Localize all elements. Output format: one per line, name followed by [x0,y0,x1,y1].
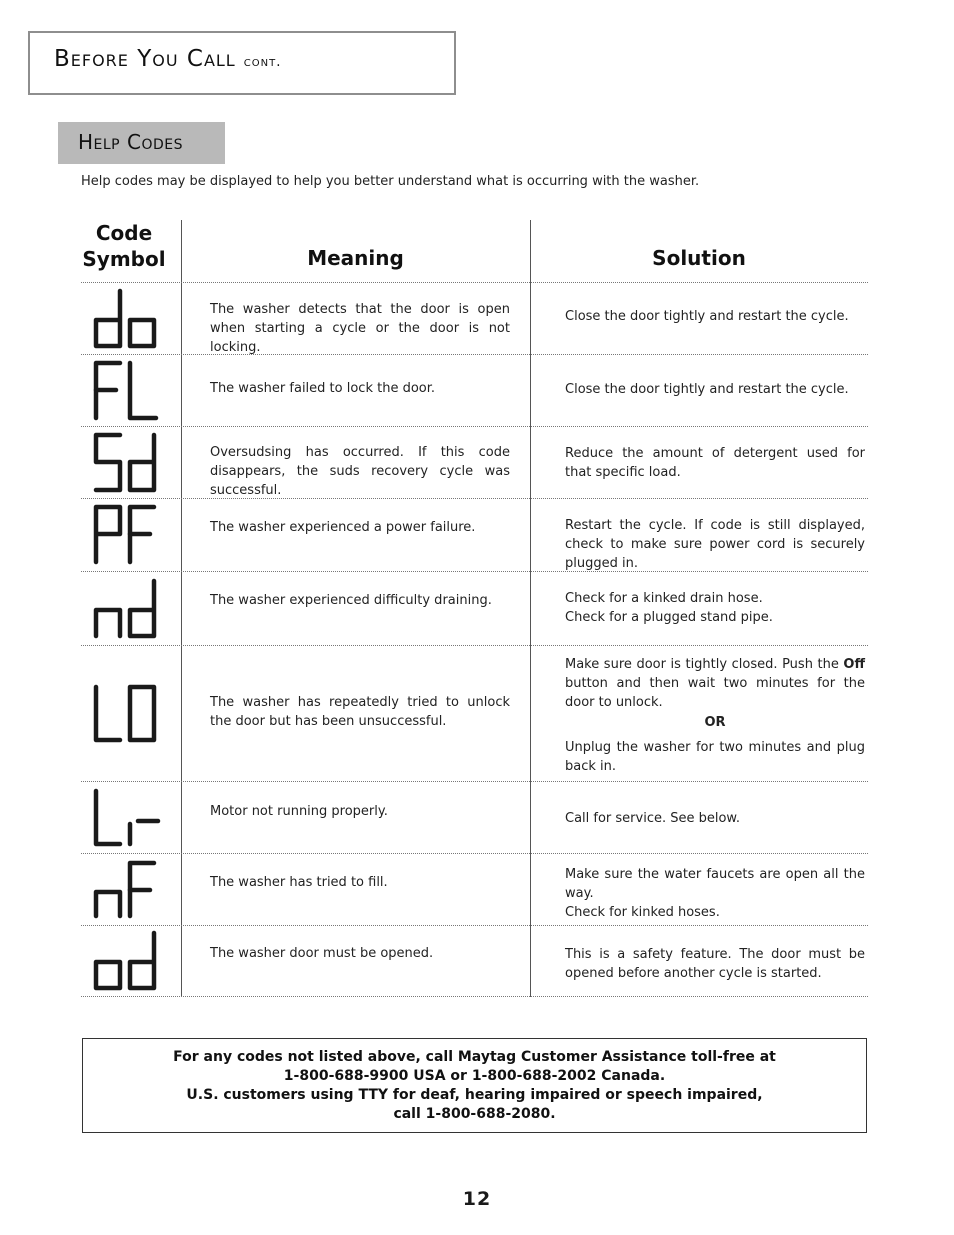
page-number: 12 [462,1188,492,1210]
page-title-box [28,31,456,95]
row-divider [81,282,868,283]
col-header-code-line1: Code [95,221,153,245]
solution-sd: Reduce the amount of detergent used for that specific load. [565,446,865,480]
section-heading: Help Codes [78,130,183,154]
solution-nd-line2: Check for a plugged stand pipe. [565,610,773,625]
row-divider [81,426,868,427]
meaning-od: The washer door must be opened. [210,946,434,961]
solution-do: Close the door tightly and restart the cycle. [565,309,849,324]
solution-lo-pre: Make sure door is tightly closed. Push the [565,657,844,672]
solution-lr: Call for service. See below. [565,811,741,826]
code-symbol-lr-icon [90,788,162,850]
solution-nd [565,589,865,627]
solution-od: This is a safety feature. The door must be opened before another cycle is started. [565,947,865,981]
solution-nf [565,865,865,922]
assistance-phone-line: 1-800-688-9900 USA or 1-800-688-2002 Canada. [283,1067,666,1084]
solution-pf: Restart the cycle. If code is still displayed, check to make sure power cord is securely plugged in. [565,518,865,571]
code-symbol-lo-icon [90,684,162,746]
meaning-pf: The washer experienced a power failure. [210,520,476,535]
code-symbol-do-icon [90,288,162,350]
meaning-lr: Motor not running properly. [210,804,388,819]
page-title-cont: cont. [243,54,282,70]
section-heading-box [58,122,225,164]
code-symbol-od-icon [90,930,162,992]
customer-assistance-box [82,1038,867,1133]
col-header-code [81,220,167,272]
col-header-solution: Solution [652,246,746,270]
row-divider [81,853,868,854]
col-header-meaning: Meaning [307,246,404,270]
assistance-line-1: For any codes not listed above, call Maytag Customer Assistance toll-free at [173,1048,776,1065]
row-divider [81,645,868,646]
meaning-lo: The washer has repeatedly tried to unlock the door but has been unsuccessful. [210,695,510,729]
solution-lo [565,655,865,776]
solution-lo-or: OR [704,715,726,730]
col-header-code-line2: Symbol [82,247,166,271]
code-symbol-nd-icon [90,578,162,640]
assistance-tty-phone: call 1-800-688-2080. [393,1105,556,1122]
page-title-text: Before You Call [54,46,236,72]
code-symbol-nf-icon [90,860,162,922]
solution-nf-line2: Check for kinked hoses. [565,905,720,920]
intro-text: Help codes may be displayed to help you better understand what is occurring with the washer. [81,174,700,189]
meaning-nf: The washer has tried to fill. [210,875,388,890]
meaning-sd: Oversudsing has occurred. If this code disappears, the suds recovery cycle was successful. [210,445,510,498]
solution-lo-off-word: Off [843,657,865,672]
column-divider-1 [181,220,182,997]
row-divider [81,781,868,782]
code-symbol-sd-icon [90,432,162,494]
solution-lo-alt: Unplug the washer for two minutes and plug back in. [565,740,865,774]
code-symbol-pf-icon [90,504,162,566]
solution-nf-line1: Make sure the water faucets are open all the way. [565,867,865,901]
column-divider-2 [530,220,531,997]
row-divider [81,996,868,997]
solution-lo-post: button and then wait two minutes for the door to unlock. [565,676,865,710]
solution-fl: Close the door tightly and restart the cycle. [565,382,849,397]
row-divider [81,925,868,926]
solution-nd-line1: Check for a kinked drain hose. [565,591,763,606]
meaning-do: The washer detects that the door is open when starting a cycle or the door is not locking. [210,302,510,355]
assistance-tty-line: U.S. customers using TTY for deaf, hearing impaired or speech impaired, [186,1086,763,1103]
meaning-fl: The washer failed to lock the door. [210,381,436,396]
page-title [54,46,282,72]
solution-lo-main [565,655,865,712]
meaning-nd: The washer experienced difficulty draining. [210,593,492,608]
code-symbol-fl-icon [90,360,162,422]
